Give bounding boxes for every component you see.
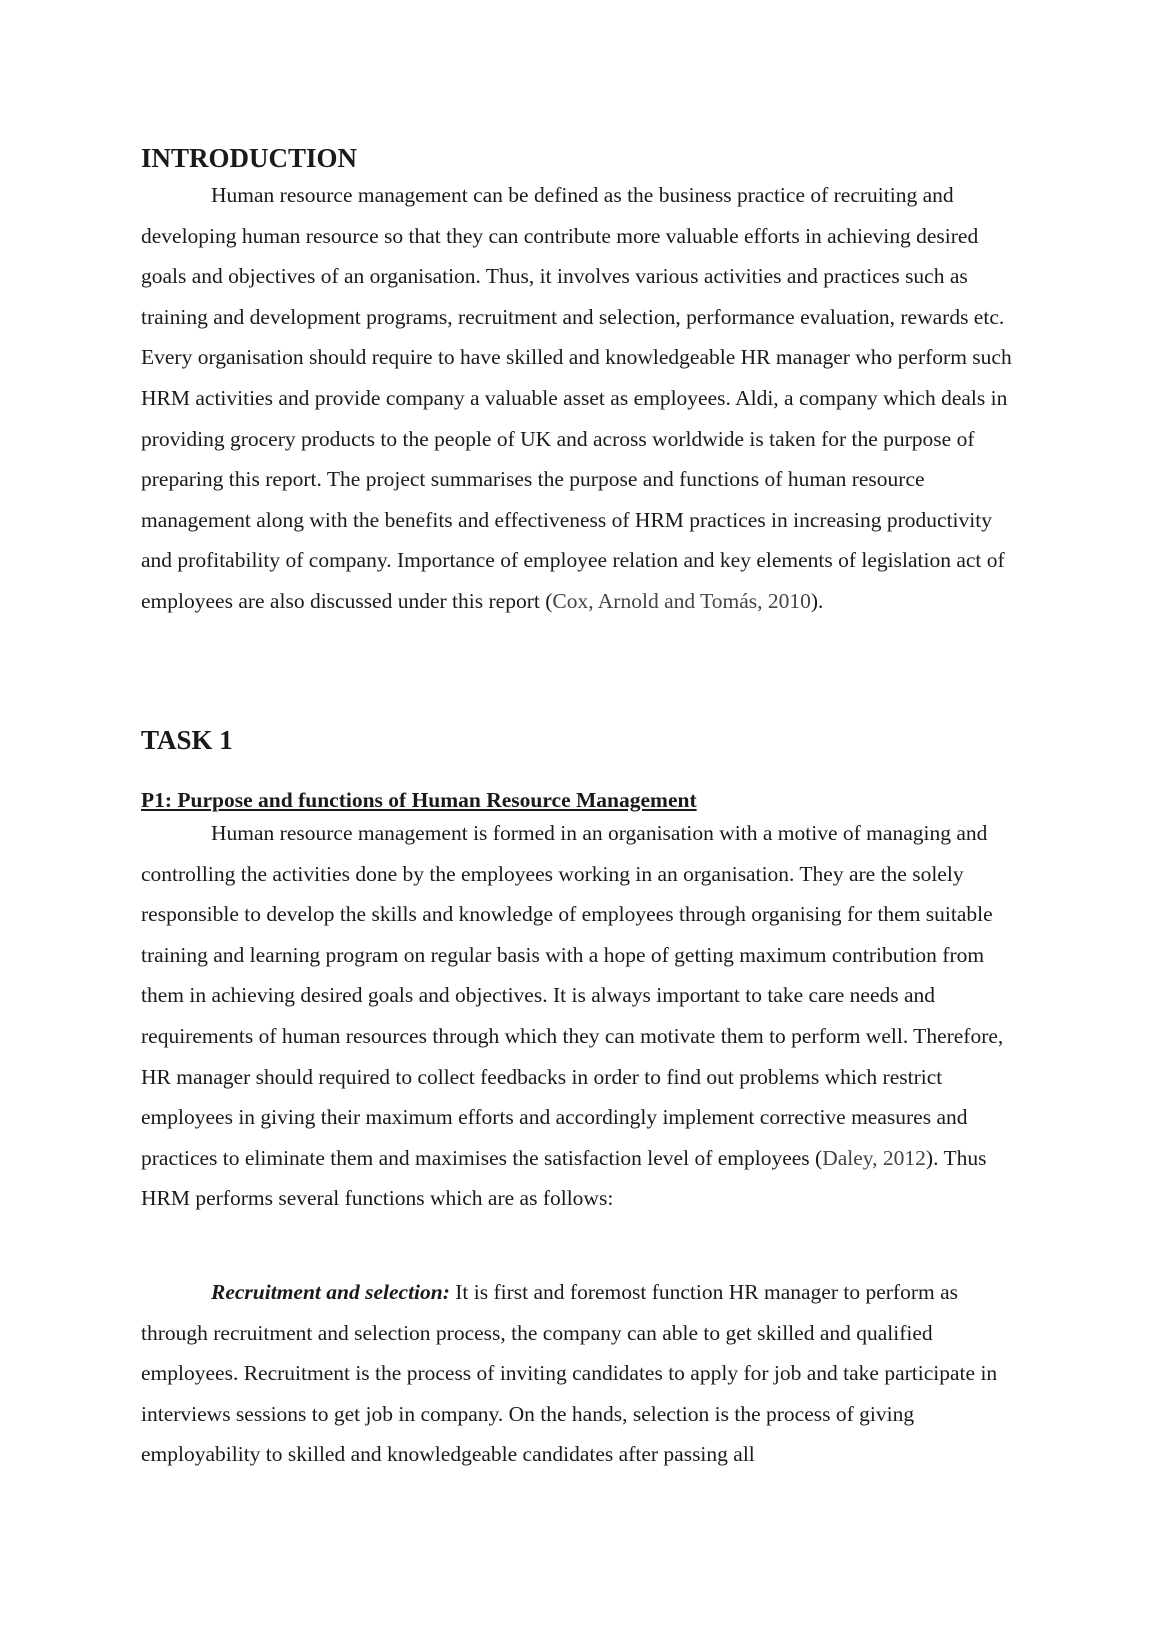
recruitment-text: It is first and foremost function HR manager to perform as through recruitment and selection process, the company can able to get skilled and qualified employees. Recruitment is the process of inviting candidates to apply for job and take participate in interviews sessions to get job in company. On the hands, selection is the process of giving employability to skilled and knowledgeable candidates after passing all: [141, 1280, 998, 1467]
task-1-heading: TASK 1: [141, 725, 233, 755]
introduction-text: Human resource management can be defined as the business practice of recruiting and developing human resource so that they can contribute more valuable efforts in achieving desired goals and objectives of an organisation. Thus, it involves various activities and practices such as training and development programs, recruitment and selection, performance evaluation, rewards etc. Every organisation should require to have skilled and knowledgeable HR manager who perform such HRM activities and provide company a valuable asset as employees. Aldi, a company which deals in providing grocery products to the people of UK and across worldwide is taken for the purpose of preparing this report. The project summarises the purpose and functions of human resource management along with the benefits and effectiveness of HRM practices in increasing productivity and profitability of company. Importance of employee relation and key elements of legislation act of employees are also discussed under this report (: [141, 183, 1012, 613]
p1-paragraph: [141, 813, 1021, 1219]
introduction-citation: Cox, Arnold and Tomás, 2010: [552, 588, 811, 613]
p1-heading: P1: Purpose and functions of Human Resource Management: [141, 788, 697, 812]
p1-text-end: ). Thus HRM performs several functions which are as follows:: [141, 1145, 987, 1211]
p1-text: Human resource management is formed in an organisation with a motive of managing and controlling the activities done by the employees working in an organisation. They are the solely responsible to develop the skills and knowledge of employees through organising for them suitable training and learning program on regular basis with a hope of getting maximum contribution from them in achieving desired goals and objectives. It is always important to take care needs and requirements of human resources through which they can motivate them to perform well. Therefore, HR manager should required to collect feedbacks in order to find out problems which restrict employees in giving their maximum efforts and accordingly implement corrective measures and practices to eliminate them and maximises the satisfaction level of employees (: [141, 821, 1004, 1170]
p1-citation: Daley, 2012: [822, 1145, 926, 1170]
introduction-heading: INTRODUCTION: [141, 143, 358, 173]
recruitment-paragraph: [141, 1272, 1021, 1475]
introduction-text-end: ).: [810, 588, 824, 613]
introduction-paragraph: [141, 175, 1021, 622]
recruitment-label: Recruitment and selection:: [211, 1280, 450, 1304]
